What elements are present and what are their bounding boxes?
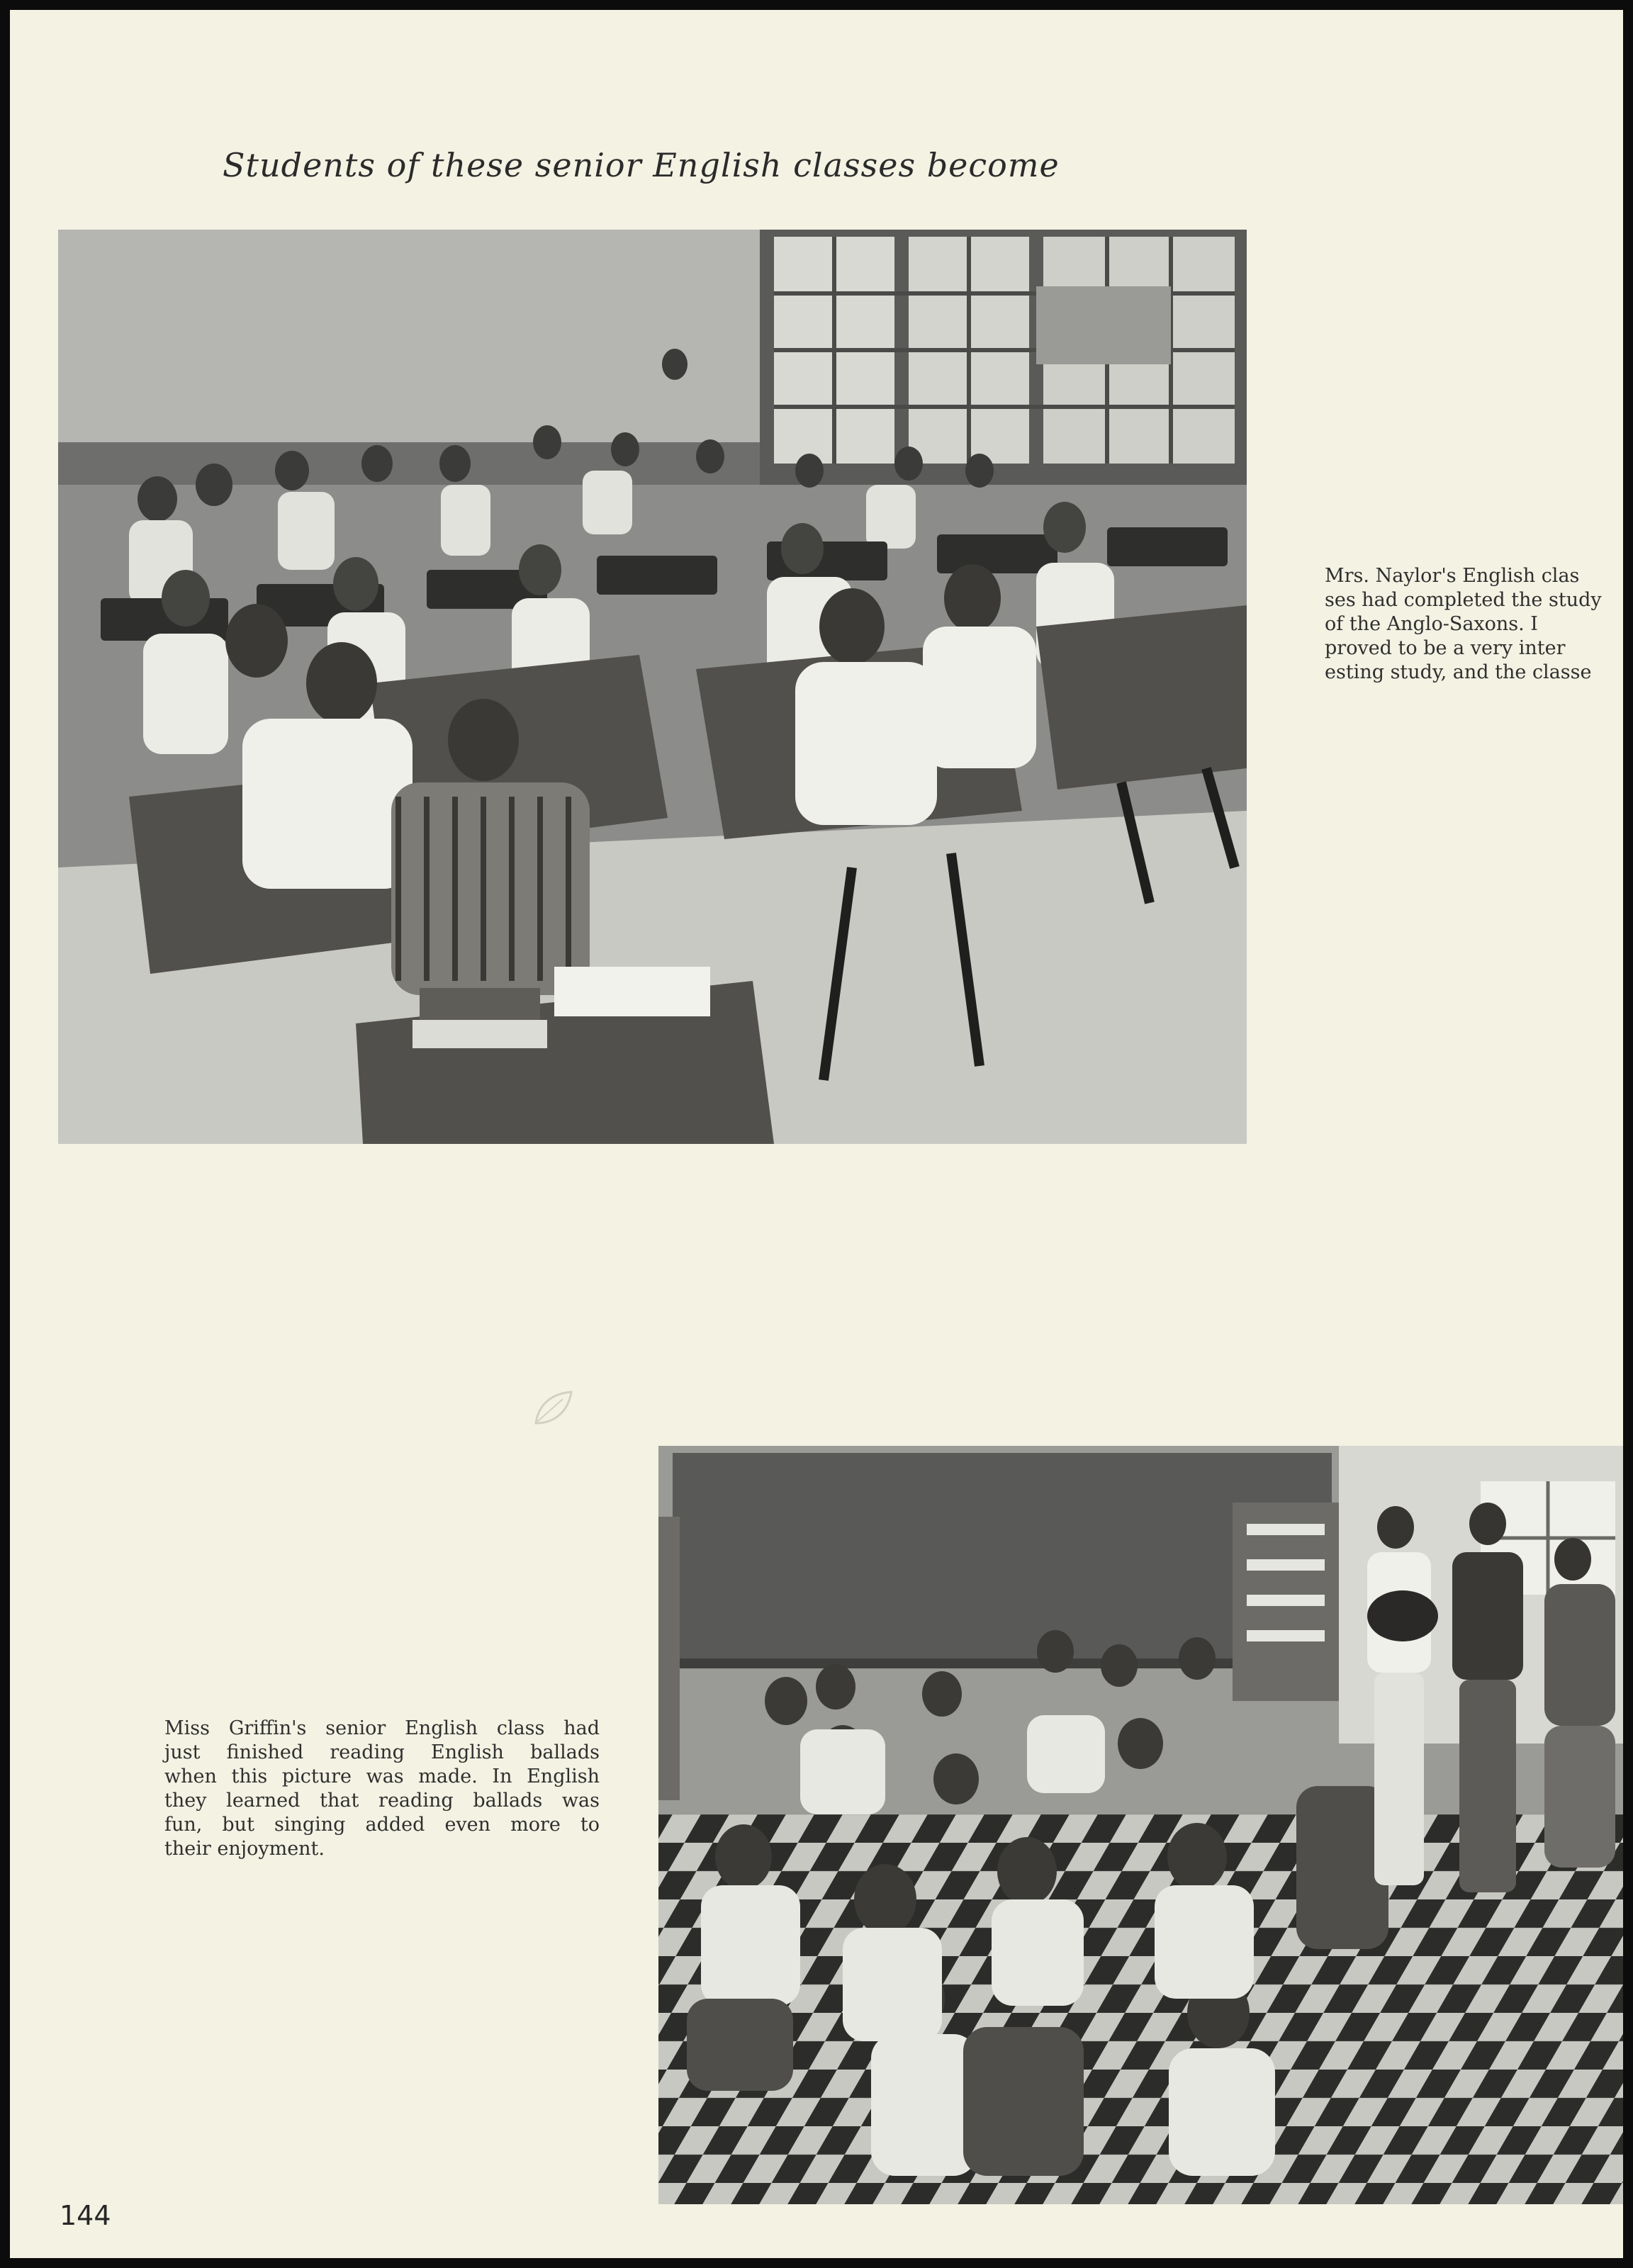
classroom-ballads-photo [658, 1446, 1623, 2204]
page-number: 144 [60, 2200, 111, 2231]
caption-line: Miss Griffin's senior English class had [164, 1717, 600, 1739]
classroom-desks-illustration [58, 230, 1247, 1144]
caption-line: of the Anglo-Saxons. I [1325, 613, 1538, 635]
caption-line: Mrs. Naylor's English clas [1325, 565, 1580, 587]
caption-line: proved to be a very inter [1325, 637, 1566, 659]
caption-line: fun, but singing added even more to [164, 1814, 600, 1836]
classroom-ballads-illustration [658, 1446, 1623, 2204]
caption-line: ses had completed the study [1325, 589, 1602, 611]
naylor-class-caption [1325, 564, 1615, 685]
page-headline: Students of these senior English classes become [223, 146, 1060, 184]
caption-line: they learned that reading ballads was [164, 1790, 600, 1812]
caption-line: when this picture was made. In English [164, 1765, 600, 1787]
caption-line: esting study, and the classe [1325, 661, 1592, 683]
yearbook-page [10, 10, 1623, 2258]
caption-line: just finished reading English ballads [164, 1741, 600, 1763]
classroom-desks-photo [58, 230, 1247, 1144]
caption-line: their enjoyment. [164, 1838, 325, 1860]
leaf-ornament-icon [532, 1389, 574, 1427]
griffin-class-caption [164, 1717, 600, 1861]
